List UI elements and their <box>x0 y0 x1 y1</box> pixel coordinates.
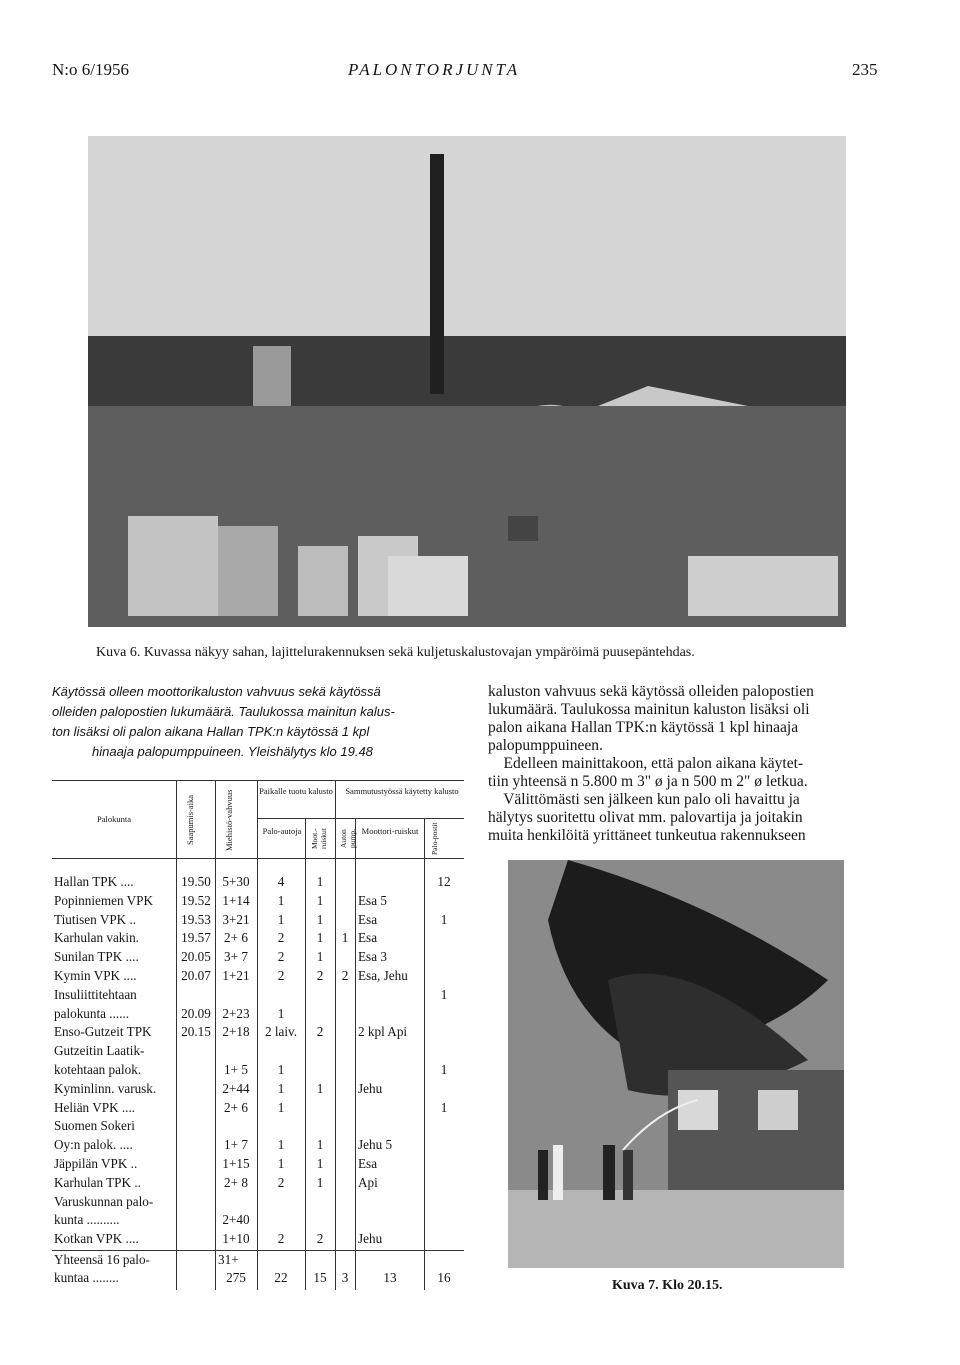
header-paloautoja: Palo-autoja <box>262 826 302 836</box>
cell-name: Sunilan TPK .... <box>54 949 139 965</box>
cell-ruiskut: Esa <box>358 930 378 946</box>
cell-moot: 2 <box>316 1024 324 1040</box>
header-moot-ruiskut: Moot.-ruiskut <box>310 828 328 850</box>
cell-ruiskut: 2 kpl Api <box>358 1024 408 1040</box>
cell-posts: 1 <box>440 1099 448 1115</box>
cell-name: kunta .......... <box>54 1212 120 1228</box>
cell-autos: 2 <box>277 1231 285 1247</box>
table-row <box>52 1137 464 1153</box>
cell-autos: 2 <box>277 949 285 965</box>
table-row <box>52 1231 464 1247</box>
cell-moot: 1 <box>316 892 324 908</box>
table-row <box>52 1081 464 1097</box>
table-caption <box>52 682 462 762</box>
body-line: Välittömästi sen jälkeen kun palo oli havaittu ja <box>488 791 800 808</box>
body-line: palopumppuineen. <box>488 737 603 754</box>
cell-name: Hallan TPK .... <box>54 874 134 889</box>
cell-moot: 1 <box>316 930 324 946</box>
cell-ruiskut: Esa 5 <box>358 892 387 908</box>
cell-time: 19.50 <box>181 874 211 889</box>
cell-ruiskut: Api <box>358 1174 378 1190</box>
cell-time: 19.57 <box>181 930 211 946</box>
cell-crew: 2+18 <box>222 1024 250 1040</box>
cell-moot: 1 <box>316 911 324 927</box>
cell-posts: 1 <box>440 1062 448 1077</box>
table-row <box>52 930 464 946</box>
cell-moot: 2 <box>316 968 324 983</box>
cell-name: Kotkan VPK .... <box>54 1231 139 1247</box>
cell-time: 19.52 <box>181 892 211 908</box>
body-line: palon aikana Hallan TPK:n käytössä 1 kpl hinaaja <box>488 719 799 736</box>
cell-autos: 1 <box>277 1156 285 1171</box>
cell-autos: 1 <box>277 892 285 908</box>
cell-name: Karhulan TPK .. <box>54 1174 141 1190</box>
total-moot: 15 <box>313 1270 327 1285</box>
cell-crew: 2+44 <box>222 1080 250 1096</box>
table-caption-line: Käytössä olleen moottorikaluston vahvuus sekä käytössä <box>52 684 381 699</box>
cell-crew: 3+21 <box>222 911 250 927</box>
cell-autos: 2 <box>277 968 285 983</box>
cell-pump: 1 <box>341 930 349 946</box>
body-line: lukumäärä. Taulukossa mainitun kaluston lisäksi oli <box>488 701 810 718</box>
header-saapumisaika: Saapumis-aika <box>185 794 195 846</box>
page-number: 235 <box>852 60 878 79</box>
table-caption-line: ton lisäksi oli palon aikana Hallan TPK:n käytössä 1 kpl <box>52 724 370 739</box>
cell-ruiskut: Jehu 5 <box>358 1137 393 1153</box>
table-row <box>52 1062 464 1078</box>
cell-autos: 2 laiv. <box>264 1024 298 1040</box>
body-line: tiin yhteensä n 5.800 m 3" ø ja n 500 m 2" ø letkua. <box>488 773 808 790</box>
cell-ruiskut: Esa <box>358 911 378 927</box>
cell-moot: 1 <box>316 1156 324 1171</box>
table-row <box>52 1100 464 1116</box>
cell-autos: 1 <box>277 1080 285 1096</box>
cell-name: Suomen Sokeri <box>54 1118 135 1134</box>
header-sammutus: Sammutustyössä käytetty kalusto <box>345 786 459 796</box>
cell-time: 20.05 <box>181 949 211 965</box>
cell-name: Kymin VPK .... <box>54 968 137 983</box>
table-row <box>52 1118 464 1134</box>
total-crew: 275 <box>226 1270 246 1285</box>
cell-name: kotehtaan palok. <box>54 1062 142 1077</box>
header-paikalle: Paikalle tuotu kalusto <box>259 786 333 796</box>
table-row <box>52 893 464 909</box>
cell-autos: 1 <box>277 1137 285 1153</box>
cell-time: 19.53 <box>181 911 211 927</box>
fire-photo <box>508 860 844 1268</box>
cell-crew: 1+ 7 <box>224 1137 248 1153</box>
table-row <box>52 987 464 1003</box>
header-palopostit: Palo-postit <box>430 822 439 856</box>
cell-autos: 4 <box>277 874 285 889</box>
cell-name: Enso-Gutzeit TPK <box>54 1024 152 1040</box>
table-row <box>52 968 464 984</box>
table-row <box>52 1194 464 1210</box>
table-caption-line: hinaaja palopumppuineen. Yleishälytys klo 19.48 <box>92 744 373 759</box>
cell-ruiskut: Jehu <box>358 1080 383 1096</box>
cell-autos: 2 <box>277 930 285 946</box>
total-pump: 3 <box>341 1270 349 1285</box>
table-total-row-2 <box>52 1270 464 1286</box>
cell-pump: 2 <box>341 968 349 983</box>
table-caption-line: olleiden palopostien lukumäärä. Taulukossa mainitun kalus- <box>52 704 395 719</box>
issue-number: N:o 6/1956 <box>52 60 129 79</box>
table-row <box>52 912 464 928</box>
cell-name: Jäppilän VPK .. <box>54 1156 138 1171</box>
cell-crew: 1+21 <box>222 968 250 983</box>
total-crew-officers: 31+ <box>218 1252 239 1267</box>
cell-crew: 1+15 <box>222 1156 250 1171</box>
cell-moot: 1 <box>316 949 324 965</box>
table-row <box>52 1212 464 1228</box>
cell-time: 20.07 <box>181 968 211 983</box>
total-ruiskut: 13 <box>383 1270 397 1285</box>
table-row <box>52 1043 464 1059</box>
cell-posts: 1 <box>440 986 448 1002</box>
cell-crew: 2+ 6 <box>224 930 248 946</box>
cell-crew: 5+30 <box>222 874 250 889</box>
cell-posts: 1 <box>440 911 448 927</box>
cell-ruiskut: Esa, Jehu <box>358 968 408 983</box>
cell-moot: 1 <box>316 1080 324 1096</box>
body-text <box>488 683 908 845</box>
cell-crew: 2+40 <box>222 1212 250 1228</box>
figure6-caption: Kuva 6. Kuvassa näkyy sahan, lajittelurakennuksen sekä kuljetuskalustovajan ympäröimä puusepäntehdas. <box>96 645 695 660</box>
cell-crew: 2+ 8 <box>224 1174 248 1190</box>
header-moottoriruiskut: Moottori-ruiskut <box>361 826 419 836</box>
cell-time: 20.15 <box>181 1024 211 1040</box>
table-row <box>52 1156 464 1172</box>
body-line: Edelleen mainittakoon, että palon aikana käytet- <box>488 755 804 772</box>
cell-crew: 1+10 <box>222 1231 250 1247</box>
cell-ruiskut: Esa 3 <box>358 949 387 965</box>
table-row <box>52 1024 464 1040</box>
table-row <box>52 1006 464 1022</box>
body-line: muita henkilöitä yrittäneet tunkeutua rakennukseen <box>488 827 806 844</box>
table-total-row-1 <box>52 1252 464 1268</box>
cell-crew: 3+ 7 <box>224 949 248 965</box>
cell-name: Insuliittitehtaan <box>54 986 137 1002</box>
cell-autos: 1 <box>277 1062 285 1077</box>
cell-moot: 1 <box>316 1137 324 1153</box>
cell-name: Tiutisen VPK .. <box>54 911 137 927</box>
cell-name: Oy:n palok. .... <box>54 1137 133 1153</box>
cell-autos: 1 <box>277 1099 285 1115</box>
cell-crew: 2+ 6 <box>224 1099 248 1115</box>
cell-ruiskut: Esa <box>358 1156 378 1171</box>
cell-crew: 1+14 <box>222 892 250 908</box>
total-autos: 22 <box>274 1270 288 1285</box>
cell-name: Popinniemen VPK <box>54 892 154 908</box>
cell-moot: 1 <box>316 874 324 889</box>
figure7-caption: Kuva 7. Klo 20.15. <box>612 1278 723 1293</box>
cell-time: 20.09 <box>181 1005 211 1021</box>
cell-name: Kyminlinn. varusk. <box>54 1080 157 1096</box>
cell-posts: 12 <box>437 874 451 889</box>
factory-photo <box>88 136 846 627</box>
header-palokunta: Palokunta <box>97 814 131 824</box>
cell-autos: 2 <box>277 1174 285 1190</box>
cell-crew: 2+23 <box>222 1005 250 1021</box>
cell-name: Varuskunnan palo- <box>54 1193 154 1209</box>
header-miehisto: Miehistö-vahvuus <box>224 789 234 851</box>
total-posts: 16 <box>437 1270 451 1285</box>
table-row <box>52 874 464 890</box>
journal-title: PALONTORJUNTA <box>348 60 521 79</box>
table-row <box>52 1175 464 1191</box>
cell-autos: 1 <box>277 1005 285 1021</box>
cell-name: palokunta ...... <box>54 1005 130 1021</box>
cell-name: Heliän VPK .... <box>54 1099 136 1115</box>
cell-moot: 2 <box>316 1231 324 1247</box>
cell-crew: 1+ 5 <box>224 1062 248 1077</box>
table-row <box>52 949 464 965</box>
total-label-cont: kuntaa ........ <box>54 1270 119 1285</box>
fire-brigade-table <box>52 780 464 1290</box>
body-line: kaluston vahvuus sekä käytössä olleiden palopostien <box>488 683 814 700</box>
body-line: hälytys suoritettu olivat mm. palovartija ja joitakin <box>488 809 803 826</box>
total-label: Yhteensä 16 palo- <box>54 1252 150 1267</box>
cell-ruiskut: Jehu <box>358 1231 383 1247</box>
cell-name: Karhulan vakin. <box>54 930 139 946</box>
cell-autos: 1 <box>277 911 285 927</box>
header-auton-pump: Auton pump. <box>339 829 357 849</box>
cell-name: Gutzeitin Laatik- <box>54 1043 145 1059</box>
cell-moot: 1 <box>316 1174 324 1190</box>
